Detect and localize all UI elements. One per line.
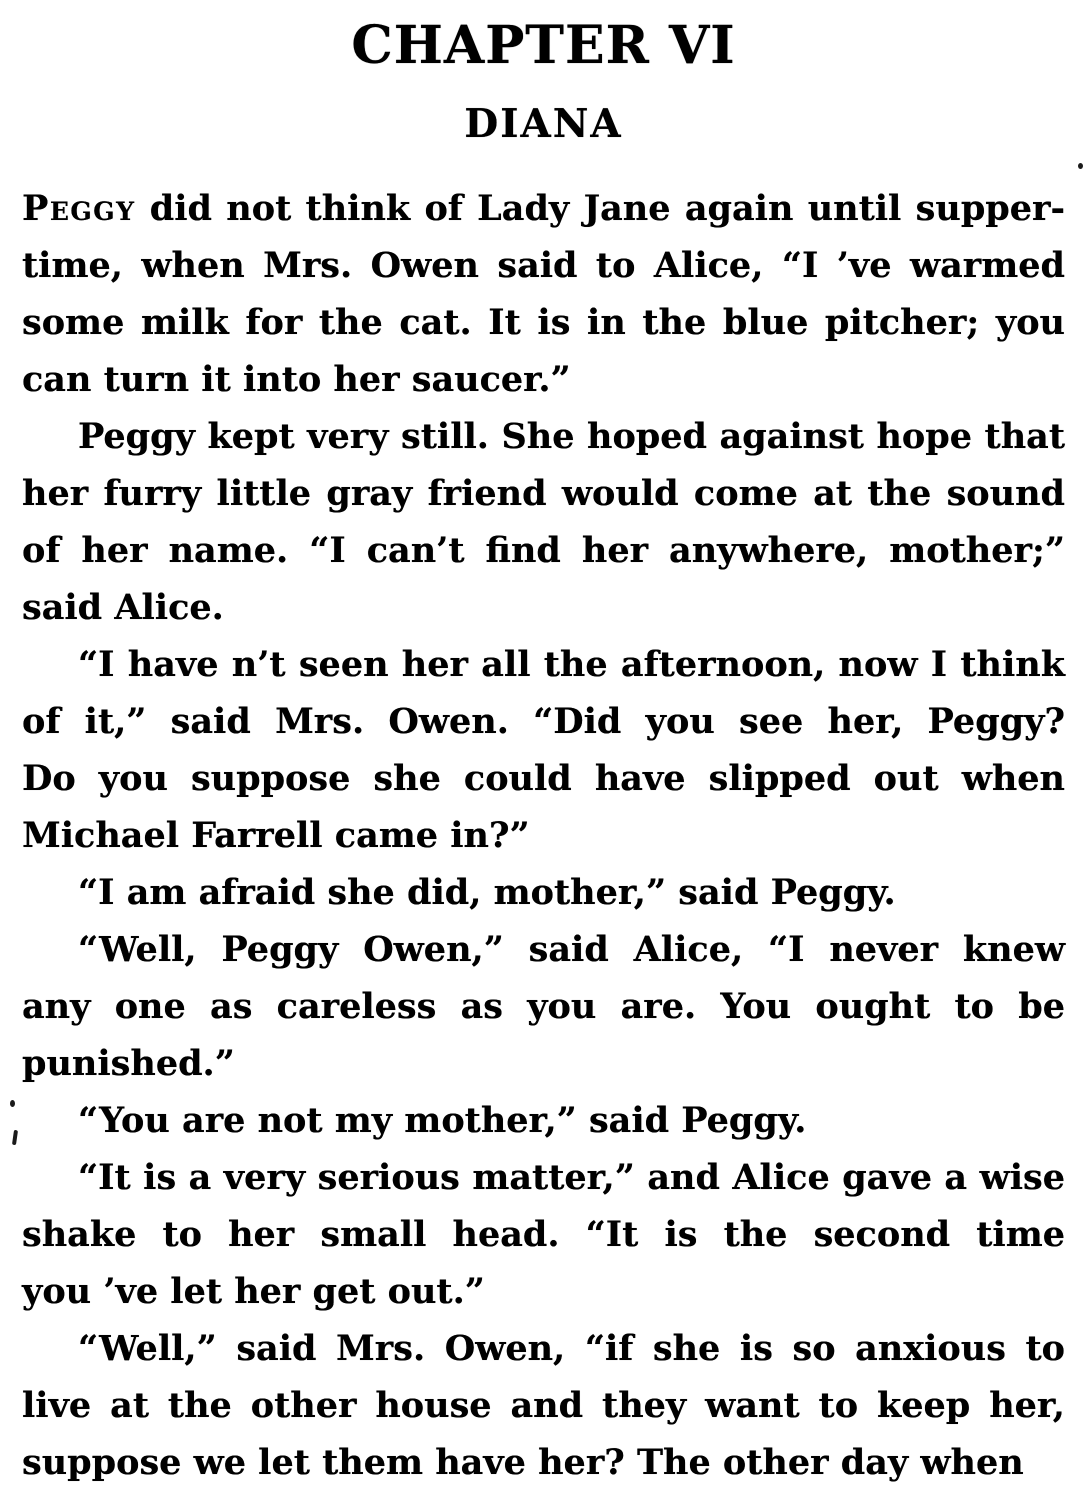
paragraph: [22, 1149, 1065, 1320]
lead-word: Peggy: [22, 188, 136, 229]
paragraph: [22, 921, 1065, 1092]
text-line: [22, 180, 1065, 237]
text-line: Do you suppose she could have slipped out when: [22, 758, 1065, 799]
paragraph: [22, 864, 1065, 921]
text-line: “I have n’t seen her all the afternoon, now I think: [78, 644, 1065, 685]
text-line: Michael Farrell came in?”: [22, 815, 530, 856]
paragraph: [22, 408, 1065, 636]
chapter-title: CHAPTER VI: [351, 15, 736, 76]
paragraph: [22, 180, 1065, 408]
text-line: said Alice.: [22, 587, 224, 628]
text-line: of her name. “I can’t find her anywhere, mother;”: [22, 530, 1065, 571]
text-line: “Well, Peggy Owen,” said Alice, “I never knew: [78, 929, 1065, 970]
body-text: [22, 180, 1065, 1491]
text-line: you ’ve let her get out.”: [22, 1271, 485, 1312]
text-line: some milk for the cat. It is in the blue pitcher; you: [22, 302, 1065, 343]
paragraph: [22, 1320, 1065, 1491]
text-line: “It is a very serious matter,” and Alice gave a wise: [78, 1157, 1065, 1198]
text-line: Peggy kept very still. She hoped against hope that: [78, 416, 1065, 457]
text-line: “You are not my mother,” said Peggy.: [78, 1100, 807, 1141]
paragraph: [22, 1092, 1065, 1149]
text-line: of it,” said Mrs. Owen. “Did you see her, Peggy?: [22, 701, 1065, 742]
text-line: “Well,” said Mrs. Owen, “if she is so anxious to: [78, 1328, 1065, 1369]
text-line: live at the other house and they want to keep her,: [22, 1385, 1065, 1426]
text-line: “I am afraid she did, mother,” said Peggy.: [78, 872, 896, 913]
scan-artifact: [1078, 163, 1083, 169]
paragraph: [22, 636, 1065, 864]
text-line: shake to her small head. “It is the second time: [22, 1214, 1065, 1255]
text-line: time, when Mrs. Owen said to Alice, “I ’ve warmed: [22, 245, 1065, 286]
chapter-subtitle: DIANA: [464, 101, 623, 147]
text-line: any one as careless as you are. You ought to be: [22, 986, 1065, 1027]
text-line: her furry little gray friend would come at the sound: [22, 473, 1065, 514]
text-line: can turn it into her saucer.”: [22, 359, 571, 400]
text-line: punished.”: [22, 1043, 235, 1084]
text-line: suppose we let them have her? The other day when: [22, 1442, 1024, 1483]
text-line-rest: did not think of Lady Jane again until supper-: [135, 188, 1065, 229]
scan-artifact: [10, 1100, 15, 1107]
